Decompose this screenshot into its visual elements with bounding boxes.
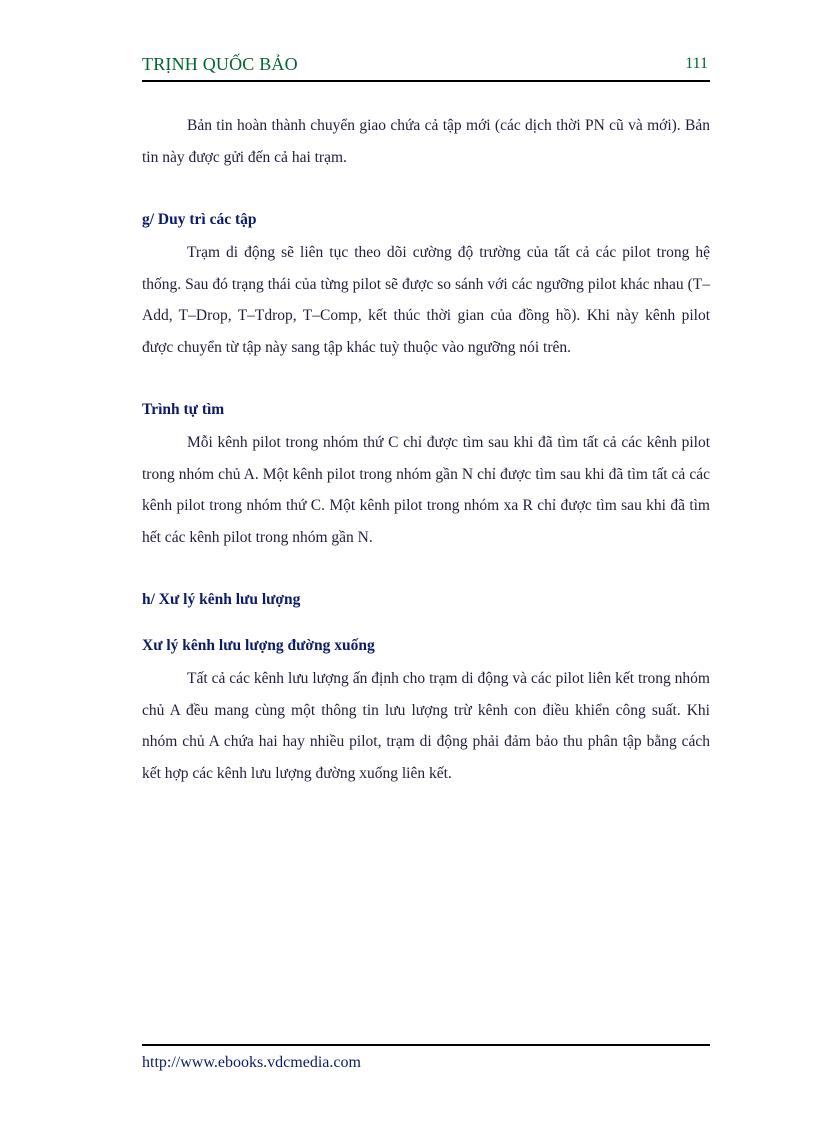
section-h-heading: h/ Xư lý kênh lưu lượng bbox=[142, 591, 301, 608]
downlink-paragraph: Tất cả các kênh lưu lượng ấn định cho trạm di động và các pilot liên kết trong nhóm chủ A đều mang cùng một thông tin lưu lượng trừ kênh con điều khiển công suất. Khi nhóm chủ A chứa hai hay nhiều pilot, trạm di động phải đảm bảo thu phân tập bằng cách kết hợp các kênh lưu lượng đường xuống liên kết. bbox=[142, 670, 710, 782]
page-number: 111 bbox=[685, 55, 708, 72]
page-footer bbox=[142, 1044, 710, 1071]
header-author: TRỊNH QUỐC BẢO bbox=[142, 54, 298, 74]
search-order-paragraph: Mỗi kênh pilot trong nhóm thứ C chỉ được tìm sau khi đã tìm tất cả các kênh pilot trong nhóm chủ A. Một kênh pilot trong nhóm gần N chỉ được tìm sau khi đã tìm tất cả các kênh pilot trong nhóm thứ C. Một kênh pilot trong nhóm xa R chỉ được tìm sau khi đã tìm hết các kênh pilot trong nhóm gần N. bbox=[142, 434, 710, 546]
section-g-paragraph: Trạm di động sẽ liên tục theo dõi cường độ trường của tất cả các pilot trong hệ thống. Sau đó trạng thái của từng pilot sẽ được so sánh với các ngưỡng pilot khác nhau (T–Add, T–Drop, T–Tdrop, T–Comp, kết thúc thời gian của đồng hồ). Khi này kênh pilot được chuyển từ tập này sang tập khác tuỳ thuộc vào ngưỡng nói trên. bbox=[142, 244, 710, 356]
search-order-heading: Trình tự tìm bbox=[142, 401, 225, 418]
downlink-heading: Xư lý kênh lưu lượng đường xuống bbox=[142, 637, 375, 654]
page-header bbox=[142, 52, 710, 82]
page-body bbox=[142, 110, 710, 789]
section-g-heading: g/ Duy trì các tập bbox=[142, 211, 257, 228]
footer-url: http://www.ebooks.vdcmedia.com bbox=[142, 1054, 361, 1071]
intro-paragraph: Bản tin hoàn thành chuyển giao chứa cả tập mới (các dịch thời PN cũ và mới). Bản tin này được gửi đến cả hai trạm. bbox=[142, 117, 710, 166]
